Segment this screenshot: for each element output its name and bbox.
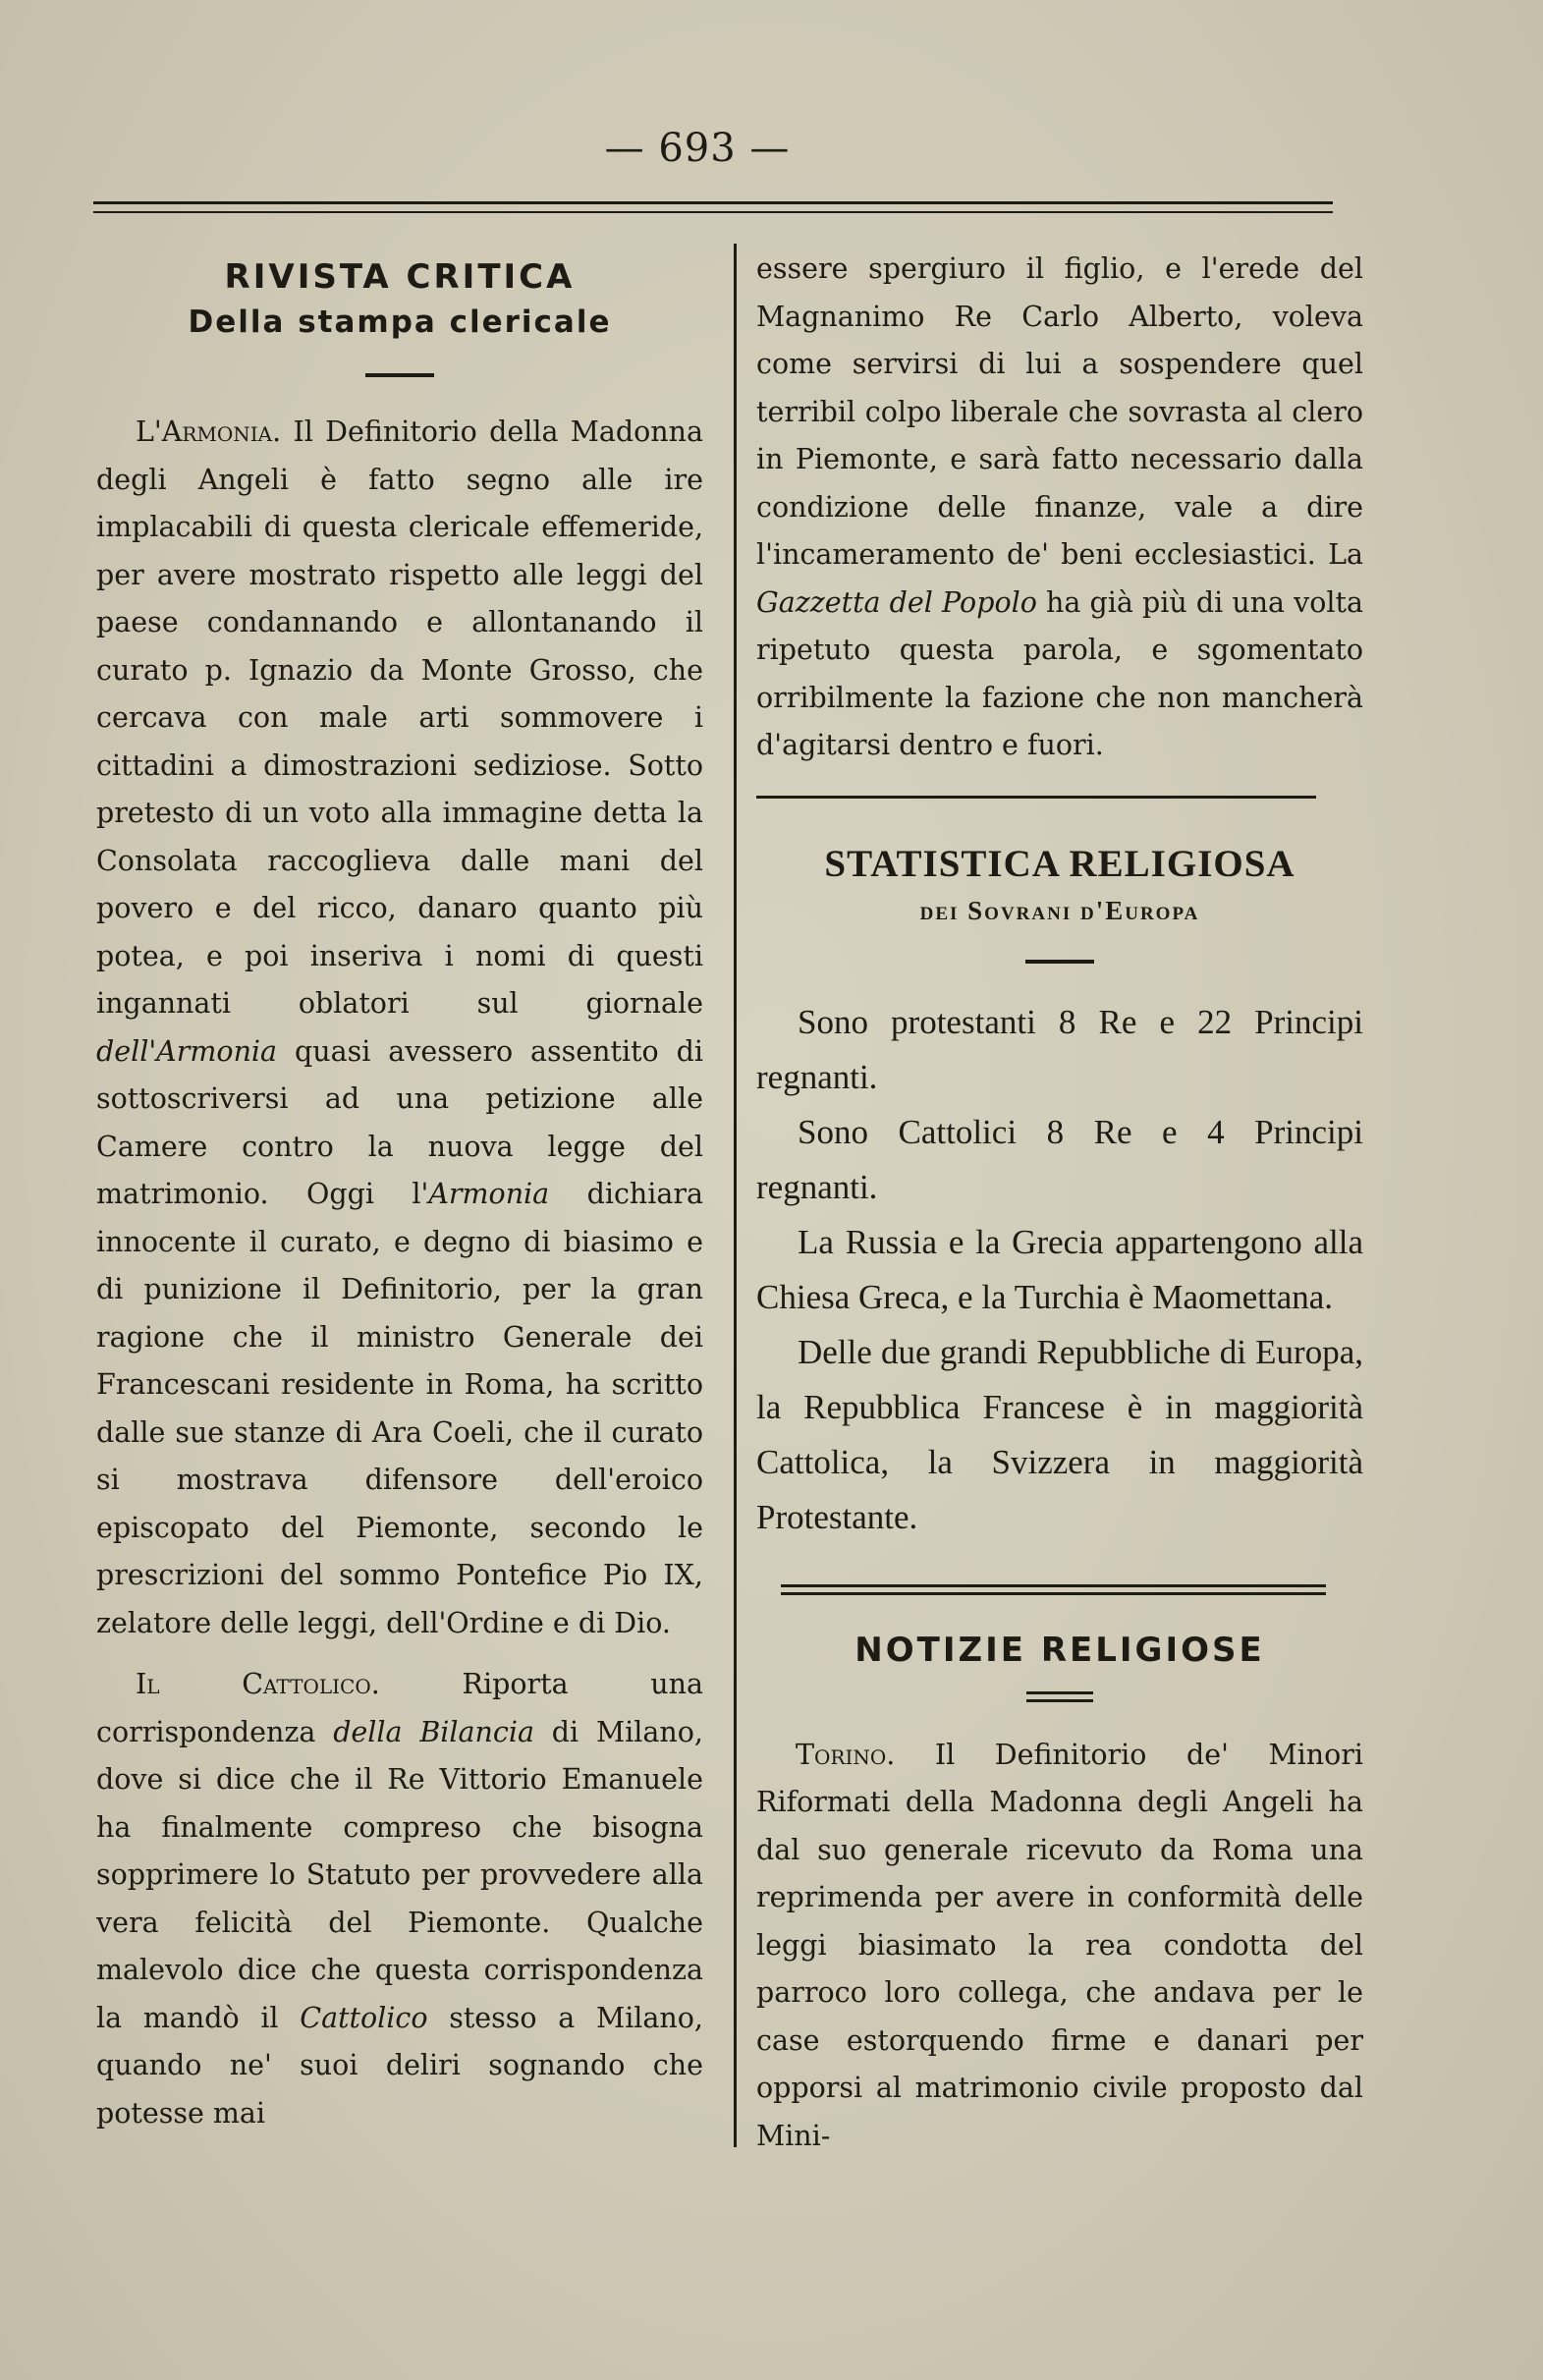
section-separator — [756, 796, 1316, 799]
cattolico-text2: di Milano, dove si dice che il Re Vittorio Emanuele ha finalmente compreso che bisogna sopprimere lo Statuto per provvedere alla vera felicità del Piemonte. Qualche malevolo dice che questa corrispondenza la mandò il — [96, 1715, 703, 2034]
statistica-title: STATISTICA RELIGIOSA — [824, 842, 1295, 885]
cattolico-text: Riporta una corrispondenza — [96, 1668, 703, 1748]
page-number: — 693 — — [604, 126, 791, 171]
section-rule — [365, 373, 434, 377]
cattolico-text3: stesso a Milano, quando ne' suoi deliri sognando che potesse mai — [96, 2001, 703, 2130]
statistica-rule — [1025, 960, 1094, 964]
notizie-lead: Torino. — [796, 1738, 896, 1771]
armonia-paragraph — [96, 409, 703, 1647]
continuation-text2: ha già più di una volta ripetuto questa parola, e sgomentato orribilmente la fazione che non mancherà d'agitarsi dentro e fuori. — [756, 585, 1363, 761]
notizie-paragraph — [756, 1732, 1363, 2161]
continuation-italic: Gazzetta del Popolo — [756, 585, 1037, 619]
rivista-subtitle: Della stampa clericale — [188, 304, 612, 340]
statistica-line: Delle due grandi Repubbliche di Europa, la Repubblica Francese è in maggiorità Cattolica, la Svizzera in maggiorità Protestante. — [756, 1332, 1363, 1536]
statistica-line: Sono protestanti 8 Re e 22 Principi regnanti. — [756, 1002, 1363, 1096]
cattolico-italic: della Bilancia — [333, 1715, 534, 1748]
armonia-text: Il Definitorio della Madonna degli Angeli è fatto segno alle ire implacabili di questa clericale effemeride, per avere mostrato rispetto alle leggi del paese condannando e allontanando il curato p. Ignazio da Monte Grosso, che cercava con male arti sommovere i cittadini a dimostrazioni sediziose. Sotto pretesto di un voto alla immagine detta la Consolata raccoglieva dalle mani del povero e del ricco, danaro quanto più potea, e poi inseriva i nomi di questi ingannati oblatori sul giornale — [96, 415, 703, 1020]
armonia-italic2: Armonia — [428, 1178, 550, 1210]
statistica-line: La Russia e la Grecia appartengono alla Chiesa Greca, e la Turchia è Maomettana. — [756, 1222, 1363, 1316]
notizie-text: Il Definitorio de' Minori Riformati della Madonna degli Angeli ha dal suo generale ricevuto da Roma una reprimenda per avere in conformità delle leggi biasimato la rea condotta del parroco loro collega, che andava per le case estorquendo firme e danari per opporsi al matrimonio civile proposto dal Mini- — [756, 1738, 1363, 2152]
armonia-text3: dichiara innocente il curato, e degno di biasimo e di punizione il Definitorio, per la gran ragione che il ministro Generale dei Francescani residente in Roma, ha scritto dalle sue stanze di Ara Coeli, che il curato si mostrava difensore dell'eroico episcopato del Piemonte, secondo le prescrizioni del sommo Pontefice Pio IX, zelatore delle leggi, dell'Ordine e di Dio. — [96, 1178, 703, 1639]
header-rule — [93, 201, 1333, 213]
notizie-title: NOTIZIE RELIGIOSE — [854, 1630, 1265, 1670]
armonia-italic: dell'Armonia — [96, 1034, 278, 1068]
right-column — [756, 246, 1363, 2160]
left-column — [96, 246, 703, 2137]
double-separator — [781, 1584, 1326, 1595]
armonia-text2: quasi avessero assentito di sottoscriversi ad una petizione alle Camere contro la nuova legge del matrimonio. Oggi l' — [96, 1034, 703, 1210]
statistica-subtitle: dei Sovrani d'Europa — [919, 895, 1200, 925]
statistica-line: Sono Cattolici 8 Re e 4 Principi regnanti. — [756, 1112, 1363, 1206]
cattolico-paragraph — [96, 1661, 703, 2137]
armonia-lead: L'Armonia. — [136, 415, 282, 448]
continuation-text: essere spergiuro il figlio, e l'erede del Magnanimo Re Carlo Alberto, voleva come servirsi di lui a sospendere quel terribil colpo liberale che sovrasta al clero in Piemonte, e sarà fatto necessario dalla condizione delle finanze, vale a dire l'incameramento de' beni ecclesiastici. La — [756, 252, 1363, 571]
notizie-rule — [1026, 1691, 1093, 1702]
column-divider — [734, 244, 737, 2147]
rivista-title: RIVISTA CRITICA — [224, 257, 576, 297]
continuation-paragraph — [756, 246, 1363, 770]
cattolico-italic2: Cattolico — [300, 2001, 428, 2034]
cattolico-lead: Il Cattolico. — [136, 1668, 380, 1700]
